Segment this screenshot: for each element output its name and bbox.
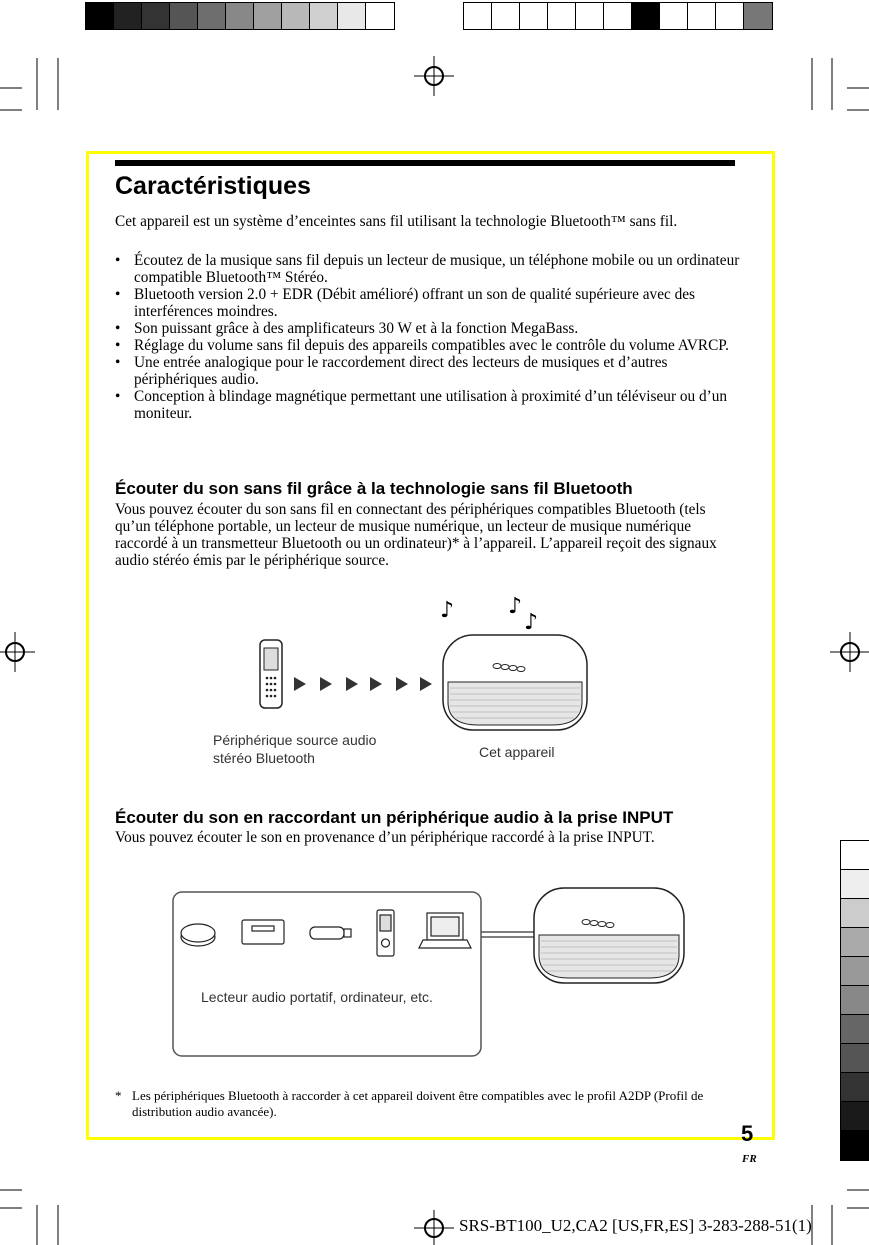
registration-target-left: [0, 632, 35, 672]
music-note-icon: ♪: [524, 610, 539, 635]
input-diagram: [170, 880, 690, 1060]
speaker-icon: [534, 888, 684, 983]
feature-item: • Réglage du volume sans fil depuis des appareils compatibles avec le contrôle du volume AVRCP.: [115, 337, 740, 354]
music-note-icon: ♪: [440, 598, 455, 623]
feature-item: • Son puissant grâce à des amplificateurs 30 W et à la fonction MegaBass.: [115, 320, 740, 337]
registration-target-bottom: [414, 1210, 454, 1245]
feature-item: • Conception à blindage magnétique permettant une utilisation à proximité d’un téléviseur ou d’un moniteur.: [115, 388, 740, 422]
label-portable-devices: Lecteur audio portatif, ordinateur, etc.: [201, 989, 433, 1005]
usb-stick-icon: [310, 927, 351, 939]
digital-music-player-icon: [377, 910, 394, 956]
section-text-bluetooth: Vous pouvez écouter du son sans fil en connectant des périphériques compatibles Bluetooth (tels qu’un téléphone portable, un lecteur de musique numérique, un lecteur de musique numérique raccordé à un transmetteur Bluetooth ou un ordinateur)* à l’appareil. L’appareil reçoit des signaux audio stéréo émis par le périphérique source.: [115, 501, 717, 569]
feature-item: • Une entrée analogique pour le raccordement direct des lecteurs de musiques et d’autres périphériques audio.: [115, 354, 740, 388]
bluetooth-diagram: [250, 590, 600, 740]
language-code: FR: [742, 1153, 757, 1165]
music-note-icon: ♪: [508, 594, 523, 619]
document-code: SRS-BT100_U2,CA2 [US,FR,ES] 3-283-288-51(1): [459, 1216, 812, 1235]
label-source-line2: stéréo Bluetooth: [213, 750, 315, 766]
feature-item: • Écoutez de la musique sans fil depuis un lecteur de musique, un téléphone mobile ou un ordinateur compatible Bluetooth™ Stéréo.: [115, 252, 740, 286]
label-source-line1: Périphérique source audio: [213, 732, 377, 748]
section-text-input: Vous pouvez écouter le son en provenance d’un périphérique raccordé à la prise INPUT.: [115, 829, 655, 846]
mobile-phone-icon: [260, 640, 282, 708]
cassette-player-icon: [242, 920, 284, 944]
label-source-device: [213, 731, 376, 767]
label-this-unit: Cet appareil: [479, 744, 555, 760]
section-heading-bluetooth: Écouter du son sans fil grâce à la technologie sans fil Bluetooth: [115, 479, 633, 498]
laptop-icon: [419, 913, 471, 948]
cd-player-icon: [181, 924, 215, 946]
feature-list: [115, 252, 740, 422]
footnote-marker: *: [115, 1088, 122, 1103]
registration-target-right: [830, 632, 869, 672]
intro-text: Cet appareil est un système d’enceintes sans fil utilisant la technologie Bluetooth™ sans fil.: [115, 213, 678, 230]
feature-item: • Bluetooth version 2.0 + EDR (Débit amélioré) offrant un son de qualité supérieure avec des interférences moindres.: [115, 286, 740, 320]
title-rule: [115, 160, 735, 166]
speaker-icon: [443, 635, 587, 730]
section-heading-input: Écouter du son en raccordant un périphérique audio à la prise INPUT: [115, 808, 674, 827]
footnote: [115, 1088, 735, 1120]
signal-arrows: [294, 677, 432, 691]
registration-target-top: [414, 56, 454, 96]
page-number: 5: [741, 1121, 754, 1146]
footnote-text: Les périphériques Bluetooth à raccorder à cet appareil doivent être compatibles avec le profil A2DP (Profil de distribution audio avancée).: [132, 1088, 704, 1119]
page-title: Caractéristiques: [115, 172, 311, 200]
